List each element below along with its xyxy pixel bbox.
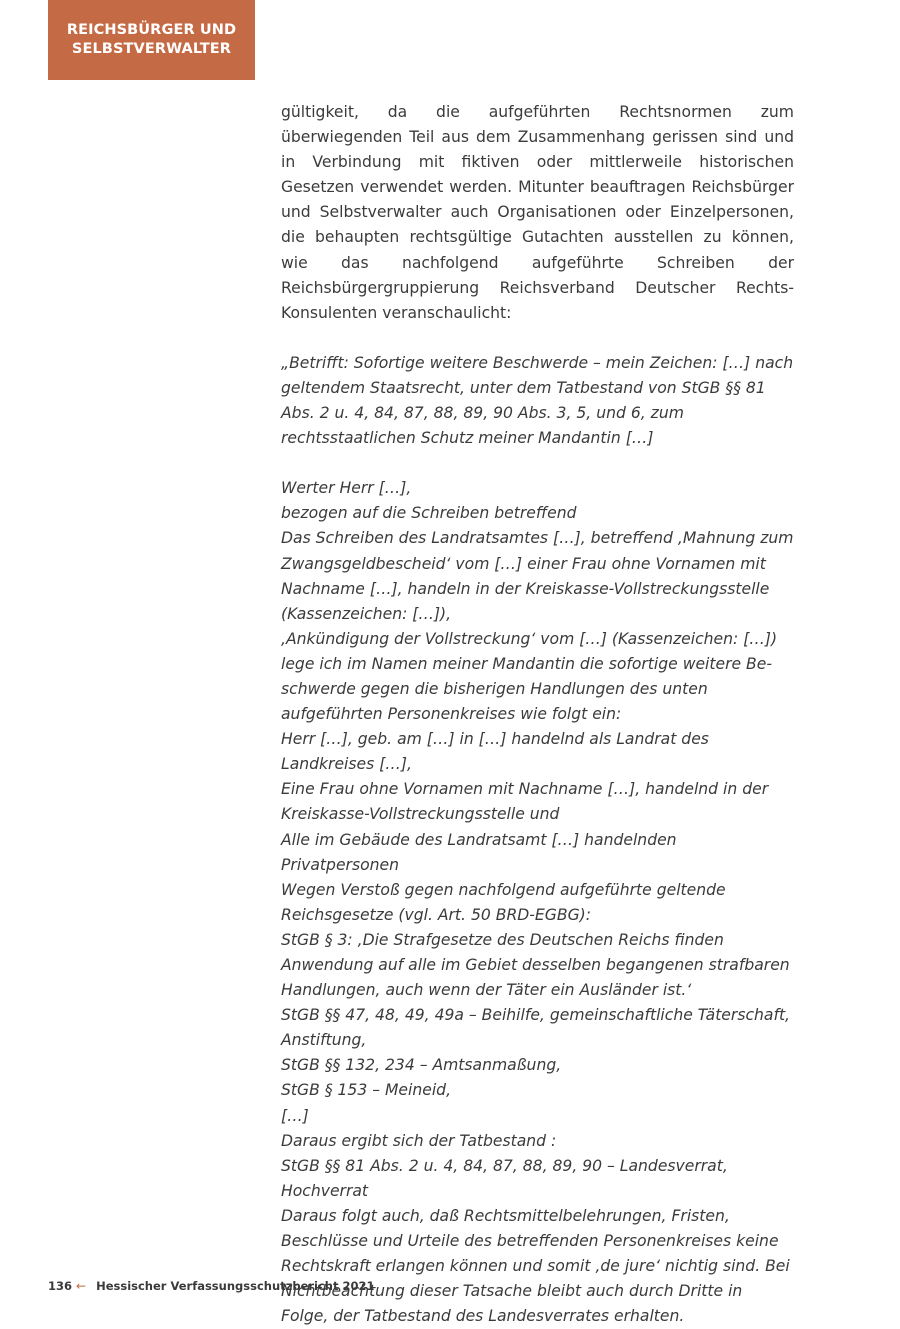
quote-line: Daraus ergibt sich der Tatbestand : bbox=[281, 1131, 557, 1150]
page-footer bbox=[48, 1278, 375, 1294]
quote-block-1 bbox=[281, 351, 794, 451]
quote-line: ‚Ankündigung der Vollstreckung‘ vom […] (Kassenzeichen: […]) bbox=[281, 629, 778, 648]
quote-line: bezogen auf die Schreiben betreffend bbox=[281, 504, 577, 523]
quote-line: StGB §§ 132, 234 – Amtsanmaßung, bbox=[281, 1056, 562, 1075]
quote-line: StGB § 3: ‚Die Strafgesetze des Deutschen Reichs finden Anwendung auf alle im Gebiet desselben begangenen strafbaren Handlungen, auch wenn der Täter ein Ausländer ist.‘ bbox=[281, 930, 790, 1000]
section-title-line2: SELBSTVERWALTER bbox=[71, 41, 232, 57]
quote-line: Alle im Gebäude des Landratsamt […] handelnden Privatpersonen bbox=[281, 830, 677, 874]
quote-line: Herr […], geb. am […] in […] handelnd als Landrat des Landkreises […], bbox=[281, 730, 709, 774]
quote-line: StGB § 153 – Meineid, bbox=[281, 1081, 452, 1100]
quote-line: […] bbox=[281, 1106, 309, 1125]
quote-line: StGB §§ 81 Abs. 2 u. 4, 84, 87, 88, 89, 90 – Landesverrat, Hochverrat bbox=[281, 1156, 728, 1200]
arrow-left-icon[interactable]: ← bbox=[76, 1279, 87, 1293]
quote-line: lege ich im Namen meiner Mandantin die sofortige weitere Beschwerde gegen die bisherigen Handlungen des unten aufgeführten Personenkreises wie folgt ein: bbox=[281, 654, 772, 724]
quote-line: Werter Herr […], bbox=[281, 479, 412, 498]
spacer bbox=[281, 326, 794, 351]
spacer bbox=[281, 451, 794, 476]
intro-paragraph: gültigkeit, da die aufgeführten Rechtsnormen zum überwiegenden Teil aus dem Zusammenhang gerissen sind und in Verbindung mit fiktiven oder mittlerweile historischen Gesetzen verwendet werden. Mitunter beauftragen Reichsbürger und Selbstverwalter auch Organisationen oder Einzelpersonen, die behaupten rechtsgültige Gutachten ausstellen zu können, wie das nachfolgend aufgeführte Schreiben der Reichsbürgergruppierung Reichsverband Deutscher Rechts-Konsulenten veranschaulicht: bbox=[281, 103, 794, 322]
quote-block-2 bbox=[281, 476, 794, 1329]
quote-line: Daraus folgt auch, daß Rechtsmittelbelehrungen, Fristen, Beschlüsse und Urteile des betreffenden Personenkreises keine Rechtskraft erlangen können und somit ‚de jure‘ nichtig sind. Bei Nichtbeachtung dieser Tatsache bleibt auch durch Dritte in Folge, der Tatbestand des Landesverrates erhalten. bbox=[281, 1206, 790, 1326]
page-number: 136 bbox=[48, 1279, 73, 1293]
quote-subject: „Betrifft: Sofortige weitere Beschwerde – mein Zeichen: […] nach geltendem Staatsrecht, unter dem Tatbestand von StGB §§ 81 Abs. 2 u. 4, 84, 87, 88, 89, 90 Abs. 3, 5, und 6, zum rechtsstaatlichen Schutz meiner Mandantin […] bbox=[281, 353, 794, 448]
quote-line: Das Schreiben des Landratsamtes […], betreffend ‚Mahnung zum Zwangsgeldbescheid‘ vom […] einer Frau ohne Vornamen mit Nachname […], handeln in der Kreiskasse-Vollstreckungsstelle (Kassenzeichen: […]), bbox=[281, 529, 794, 623]
quote-line: Wegen Verstoß gegen nachfolgend aufgeführte geltende Reichsgesetze (vgl. Art. 50 BRD-EGBG): bbox=[281, 880, 726, 924]
publication-title: Hessischer Verfassungsschutzbericht 2021 bbox=[96, 1279, 375, 1293]
section-title-line1: REICHSBÜRGER UND bbox=[66, 22, 237, 38]
quote-line: StGB §§ 47, 48, 49, 49a – Beihilfe, gemeinschaftliche Täterschaft, Anstiftung, bbox=[281, 1006, 791, 1050]
main-content bbox=[281, 100, 794, 1329]
quote-line: Eine Frau ohne Vornamen mit Nachname […], handelnd in der Kreiskasse-Vollstreckungsstelle und bbox=[281, 780, 769, 824]
section-tab bbox=[48, 0, 255, 80]
